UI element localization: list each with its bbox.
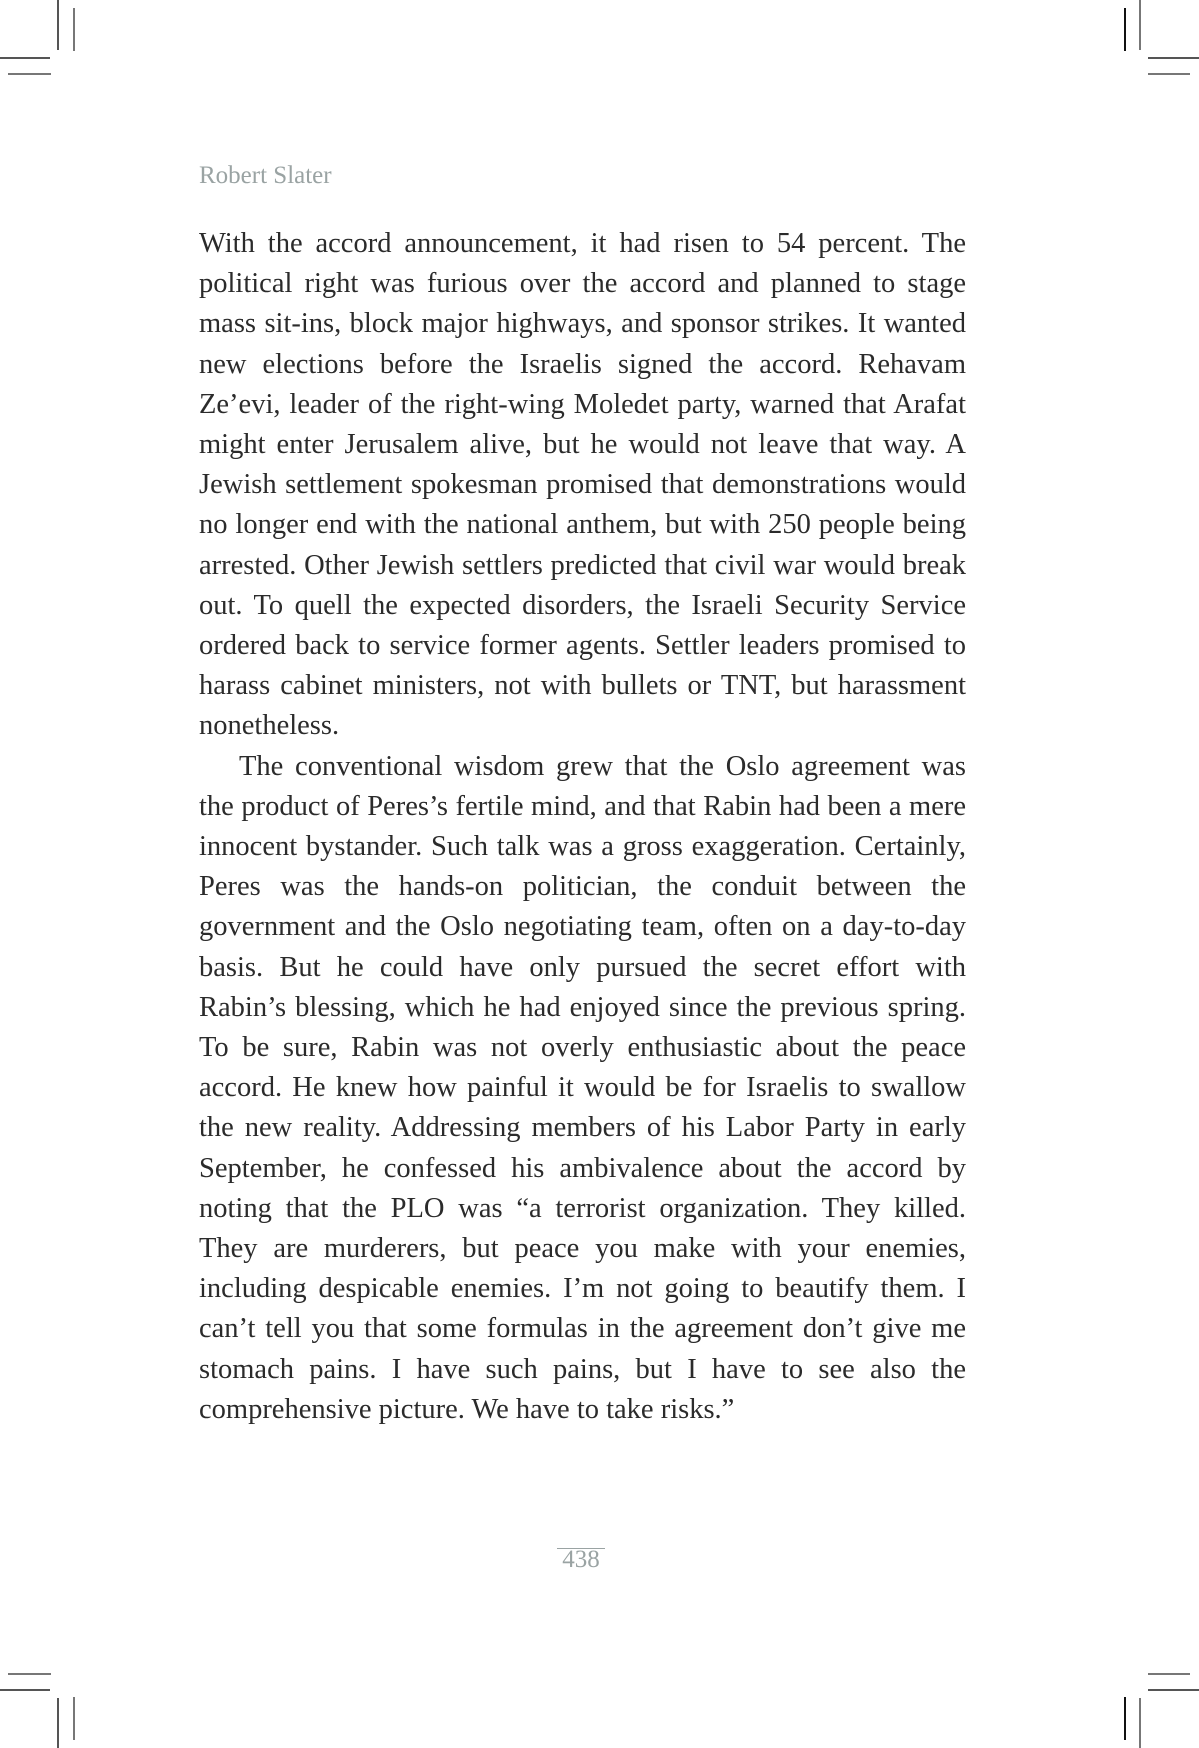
running-head-author: Robert Slater bbox=[199, 162, 332, 189]
crop-mark-top-left-outer-vertical bbox=[57, 0, 59, 50]
paragraph: The conventional wisdom grew that the Oslo agreement was the product of Peres’s fertile mind, and that Rabin had been a mere innocent bystander. Such talk was a gross exaggeration. Certainly, Peres was the hands-on politician, the conduit between the government and the Oslo negotiating team, often on a day-to-day basis. But he could have only pursued the secret effort with Rabin’s blessing, which he had enjoyed since the previous spring. To be sure, Rabin was not overly enthusiastic about the peace accord. He knew how painful it would be for Israelis to swallow the new reality. Addressing members of his Labor Party in early September, he confessed his ambivalence about the accord by noting that the PLO was “a terrorist organization. They killed. They are murderers, but peace you make with your enemies, including despicable enemies. I’m not going to beautify them. I can’t tell you that some formulas in the agreement don’t give me stomach pains. I have such pains, but I have to see also the comprehensive picture. We have to take risks.” bbox=[199, 750, 966, 1425]
crop-mark-bottom-left-inner-vertical bbox=[73, 1697, 75, 1740]
crop-mark-bottom-left-outer-vertical bbox=[57, 1698, 59, 1748]
crop-mark-top-right-inner-horizontal bbox=[1148, 73, 1190, 75]
page-number: 438 bbox=[562, 1546, 600, 1573]
crop-mark-bottom-right-inner-vertical bbox=[1124, 1697, 1126, 1740]
body-text bbox=[199, 224, 966, 1430]
crop-mark-top-right-outer-horizontal bbox=[1148, 57, 1199, 59]
crop-mark-top-right-inner-vertical bbox=[1124, 8, 1126, 51]
crop-mark-bottom-right-inner-horizontal bbox=[1148, 1673, 1190, 1675]
crop-mark-top-left-inner-vertical bbox=[73, 8, 75, 51]
crop-mark-bottom-right-outer-vertical bbox=[1139, 1698, 1141, 1748]
crop-mark-bottom-left-outer-horizontal bbox=[0, 1689, 50, 1691]
crop-mark-top-left-outer-horizontal bbox=[0, 57, 50, 59]
paragraph: With the accord announcement, it had risen to 54 percent. The political right was furious over the accord and planned to stage mass sit-ins, block major highways, and sponsor strikes. It wanted new elections before the Israelis signed the accord. Rehavam Ze’evi, leader of the right-wing Moledet party, warned that Arafat might enter Jerusalem alive, but he would not leave that way. A Jewish settlement spokesman promised that demonstrations would no longer end with the national anthem, but with 250 people being arrested. Other Jewish settlers predicted that civil war would break out. To quell the expected disorders, the Israeli Security Service ordered back to service former agents. Settler leaders promised to harass cabinet ministers, not with bullets or TNT, but harassment nonetheless. bbox=[199, 228, 966, 742]
crop-mark-bottom-right-outer-horizontal bbox=[1148, 1689, 1199, 1691]
crop-mark-top-left-inner-horizontal bbox=[8, 73, 51, 75]
crop-mark-bottom-left-inner-horizontal bbox=[8, 1673, 51, 1675]
crop-mark-top-right-outer-vertical bbox=[1139, 0, 1141, 50]
